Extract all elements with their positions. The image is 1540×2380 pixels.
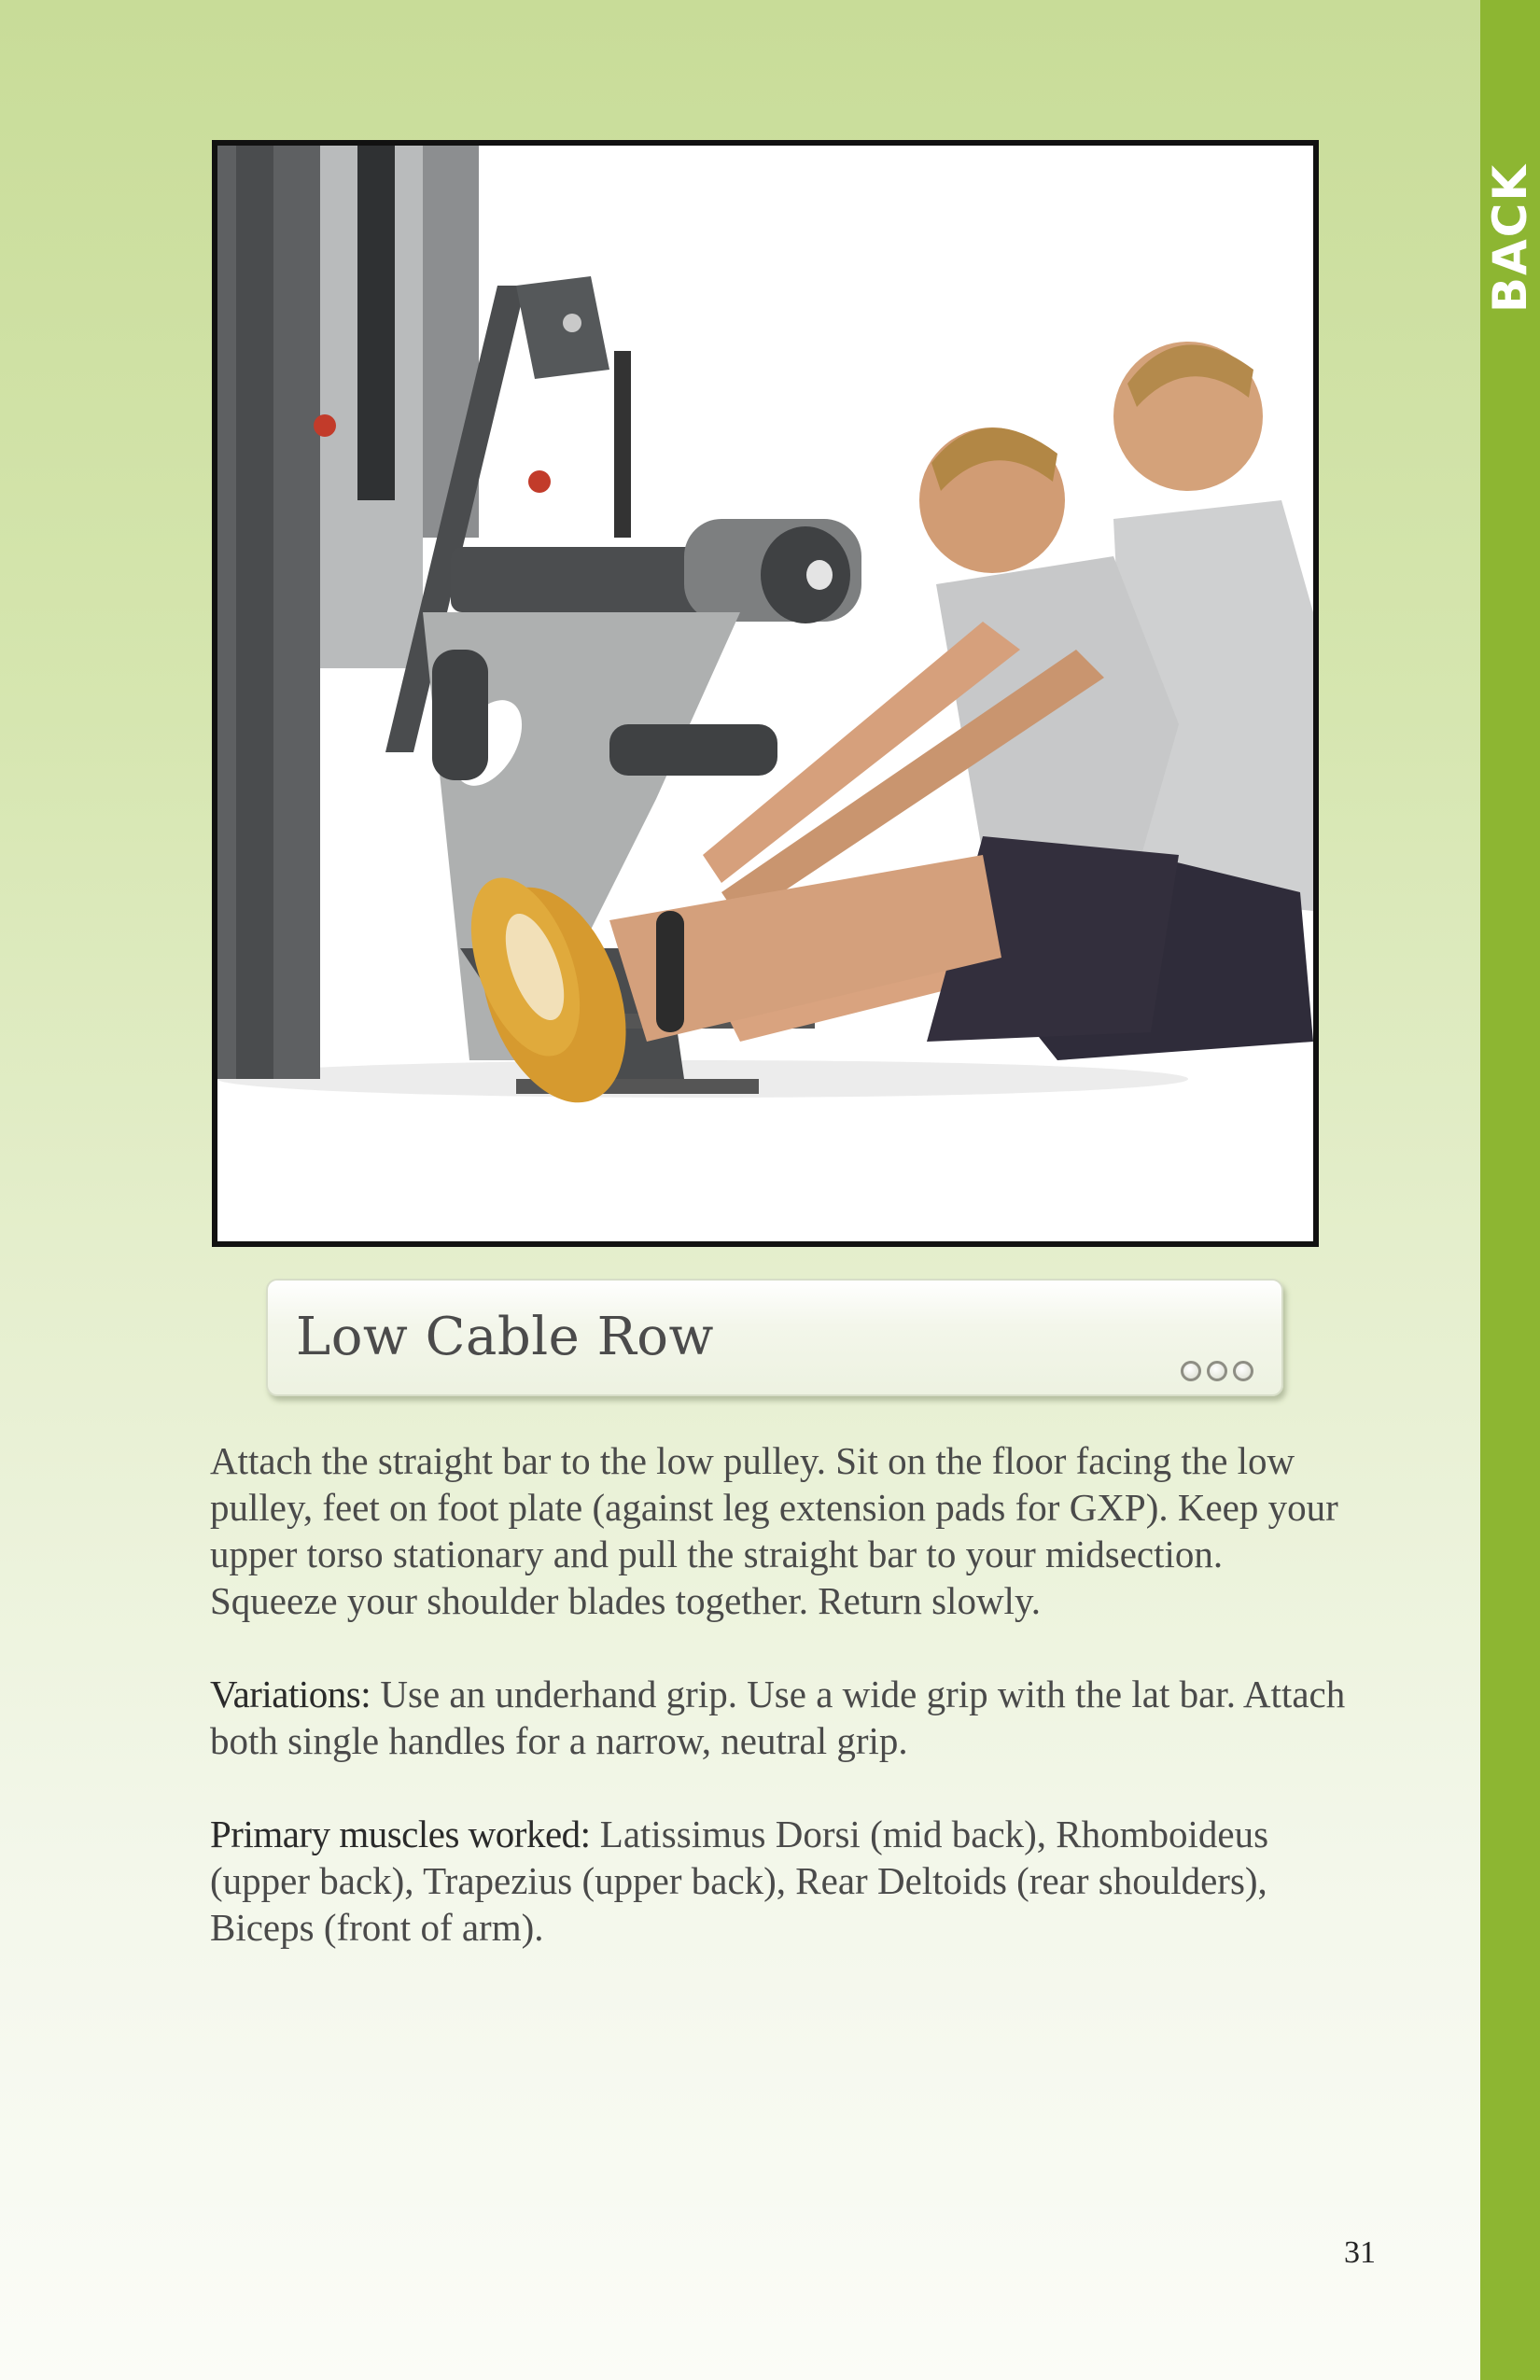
section-tab-label: BACK	[1483, 162, 1537, 314]
exercise-photo	[212, 140, 1319, 1247]
dot-icon	[1233, 1361, 1253, 1381]
section-tab	[1480, 0, 1540, 2380]
exercise-title-box	[266, 1279, 1283, 1396]
variations-label: Variations:	[210, 1673, 371, 1715]
leg-pad	[609, 724, 777, 776]
muscles-label: Primary muscles worked:	[210, 1813, 591, 1855]
cable	[614, 351, 631, 538]
muscles-text: Latissimus Dorsi (mid back), Rhomboideus (upper back), Trapezius (upper back), Rear Deltoids (rear shoulders), Biceps (front of arm).	[210, 1813, 1269, 1949]
muscles-paragraph	[210, 1811, 1349, 1951]
variations-paragraph	[210, 1671, 1349, 1764]
dot-icon	[1181, 1361, 1201, 1381]
instructions-paragraph: Attach the straight bar to the low pulley. Sit on the floor facing the low pulley, feet on foot plate (against leg extension pads for GXP). Keep your upper torso stationary and pull the straight bar to your midsection. Squeeze your shoulder blades together. Return slowly.	[210, 1439, 1338, 1622]
dot-icon	[1207, 1361, 1227, 1381]
exercise-illustration	[217, 146, 1313, 1241]
variations-text: Use an underhand grip. Use a wide grip with the lat bar. Attach both single handles for a narrow, neutral grip.	[210, 1673, 1346, 1762]
exercise-title: Low Cable Row	[296, 1307, 714, 1367]
page-number: 31	[1344, 2235, 1376, 2270]
decorative-dots	[1181, 1361, 1253, 1381]
pin-knob	[314, 414, 336, 437]
handle-bar	[656, 911, 684, 1032]
weight-stack	[357, 146, 395, 500]
